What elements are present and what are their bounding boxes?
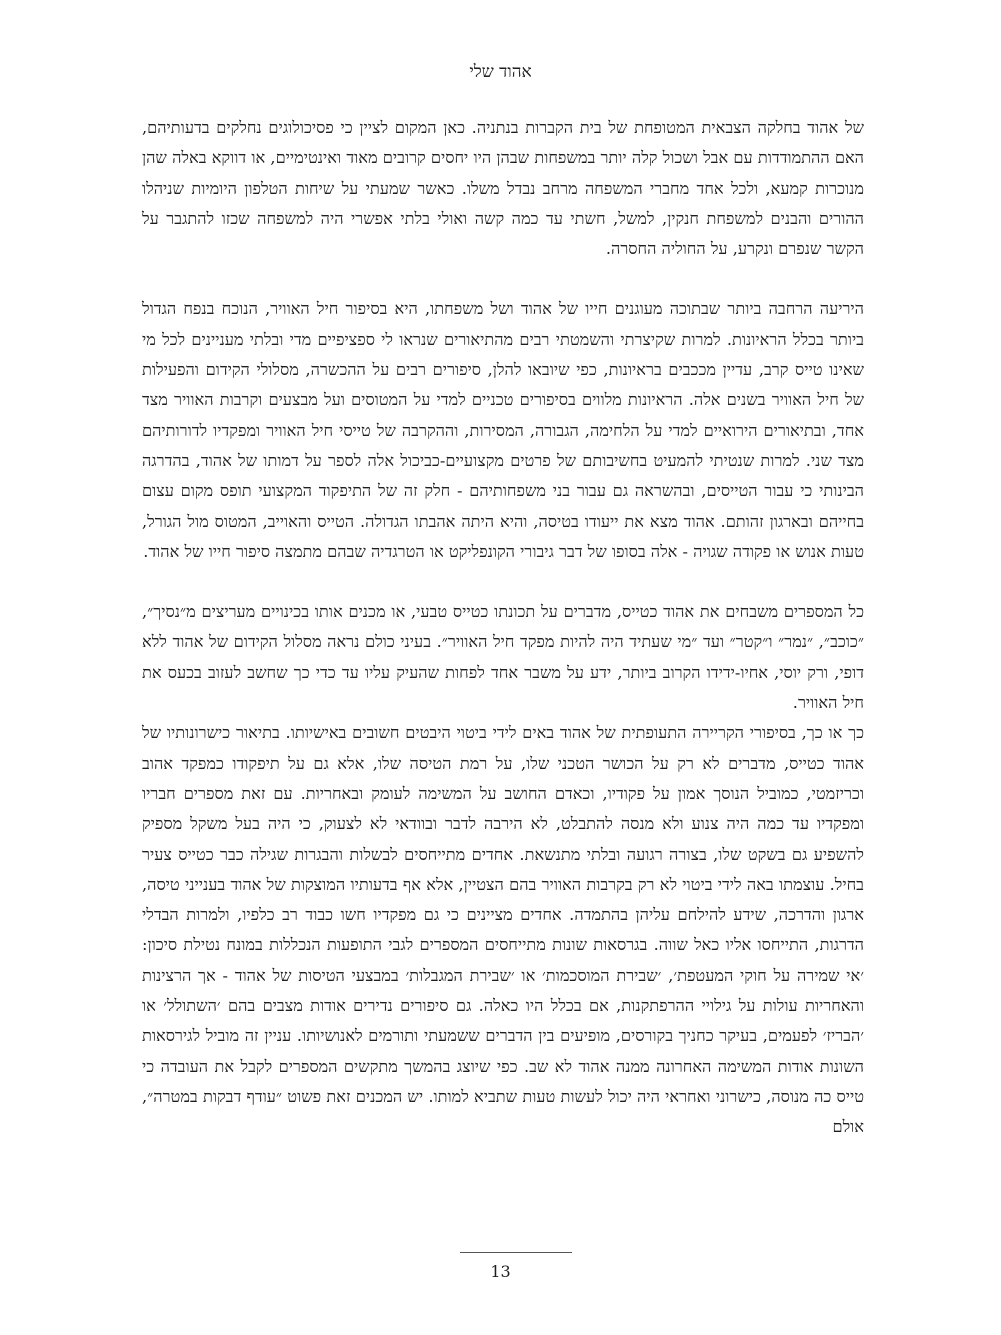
paragraph-career-and-personality: כך או כך, בסיפורי הקריירה התעופתית של אהוד באים לידי ביטוי היבטים חשובים באישיותו. בתיאור כישרונותיו של אהוד כטייס, מדברים לא רק על הכושר הטכני שלו, על רמת הטיסה שלו, אלא גם על תיפקודו כמפקד אהוב וכריזמטי, כמוביל הנוסך אמון על פקודיו, וכאדם החושב על המשימה לעומק ובאחריות. עם זאת מספרים חבריו ומפקדיו עד כמה היה צנוע ולא מנסה להתבלט, לא הירבה לדבר ובוודאי לא לצעוק, כי היה בעל משקל מספיק להשפיע גם בשקט שלו, בצורה רגועה ובלתי מתנשאת. אחדים מתייחסים לבשלות והבגרות שגילה כבר כטייס צעיר בחיל. עוצמתו באה לידי ביטוי לא רק בקרבות האוויר בהם הצטיין, אלא אף בדעותיו המוצקות של אהוד בענייני טיסה, ארגון והדרכה, שידע להילחם עליהן בהתמדה. אחדים מציינים כי גם מפקדיו חשו כבוד רב כלפיו, ולמרות הבדלי הדרגות, התייחסו אליו כאל שווה. בגרסאות שונות מתייחסים המספרים לגבי התופעות הנכללות במונח נטילת סיכון: ׳אי שמירה על חוקי המעטפת׳, ׳שבירת המוסכמות׳ או ׳שבירת המגבלות׳ במבצעי הטיסות של אהוד - אך הרצינות והאחריות עולות על גילויי ההרפתקנות, אם בכלל היו כאלה. גם סיפורים נדירים אודות מצבים בהם ׳השתולל׳ או ׳הבריז׳ לפעמים, בעיקר כחניך בקורסים, מופיעים בין הדברים ששמעתי ותורמים לאנושיותו. עניין זה מוביל לגירסאות השונות אודות המשימה האחרונה ממנה אהוד לא שב. כפי שיוצג בהמשך מתקשים המספרים לקבל את העובדה כי טייס כה מנוסה, כישרוני ואחראי היה יכול לעשות טעות שתביא למותו. יש המכנים זאת פשוט ״עודף דבקות במטרה״, אולם (142, 723, 864, 1137)
body-text (142, 113, 864, 1143)
paragraph-air-force-story: היריעה הרחבה ביותר שבתוכה מעוגנים חייו של אהוד ושל משפחתו, היא בסיפור חיל האוויר, הנוכח בנפח הגדול ביותר בכלל הראיונות. למרות שקיצרתי והשמטתי רבים מהתיאורים שנראו לי ספציפיים מדי ובלתי מעניינים לכל מי שאינו טייס קרב, עדיין מככבים בראיונות, כפי שיובאו להלן, סיפורים רבים על ההכשרה, מסלולי הקידום והפעילות של חיל האוויר בשנים אלה. הראיונות מלווים בסיפורים טכניים למדי על המטוסים ועל מבצעים וקרבות האוויר מצד אחד, ובתיאורים הירואיים למדי על הלחימה, הגבורה, המסירות, וההקרבה של טייסי חיל האוויר ומפקדיו לדורותיהם מצד שני. למרות שנטיתי להמעיט בחשיבותם של פרטים מקצועיים-כביכול אלה לספר על דמותו של אהוד, בהדרגה הבינותי כי עבור הטייסים, ובהשראה גם עבור בני משפחותיהם - חלק זה של התיפקוד המקצועי תופס מקום עצום בחייהם ובארגון זהותם. אהוד מצא את ייעודו בטיסה, והיא היתה אהבתו הגדולה. הטייס והאוייב, המטוס מול הגורל, טעות אנוש או פקודה שגויה - אלה בסופו של דבר גיבורי הקונפליקט או הטרגדיה שבהם מתמצה סיפור חייו של אהוד. (142, 299, 864, 561)
paragraph-praise-as-pilot: כל המספרים משבחים את אהוד כטייס, מדברים על תכונתו כטייס טבעי, או מכנים אותו בכינויים מעריצים מ״נסיך״, ״כוכב״, ״נמר״ ו״קטר״ ועד ״מי שעתיד היה להיות מפקד חיל האוויר״. בעיני כולם נראה מסלול הקידום של אהוד ללא דופי, ורק יוסי, אחיו-ידידו הקרוב ביותר, ידע על משבר אחד לפחות שהעיק עליו עד כדי כך שחשב לעזוב בכעס את חיל האוויר. (142, 602, 864, 713)
paragraph-burial-and-grief: של אהוד בחלקה הצבאית המטופחת של בית הקברות בנתניה. כאן המקום לציין כי פסיכולוגים נחלקים בדעותיהם, האם ההתמודדות עם אבל ושכול קלה יותר במשפחות שבהן היו יחסים קרובים מאוד ואינטימיים, או דווקא באלה שהן מנוכרות קמעא, ולכל אחד מחברי המשפחה מרחב נבדל משלו. כאשר שמעתי על שיחות הטלפון היומיות שניהלו ההורים והבנים למשפחת חנקין, למשל, חשתי עד כמה קשה ואולי בלתי אפשרי היה למשפחה שכזו להתגבר על הקשר שנפרם ונקרע, על החוליה החסרה. (142, 118, 864, 259)
running-header-title: אהוד שלי (469, 62, 532, 82)
page-number: 13 (490, 1262, 511, 1281)
footer-divider (460, 1252, 572, 1253)
